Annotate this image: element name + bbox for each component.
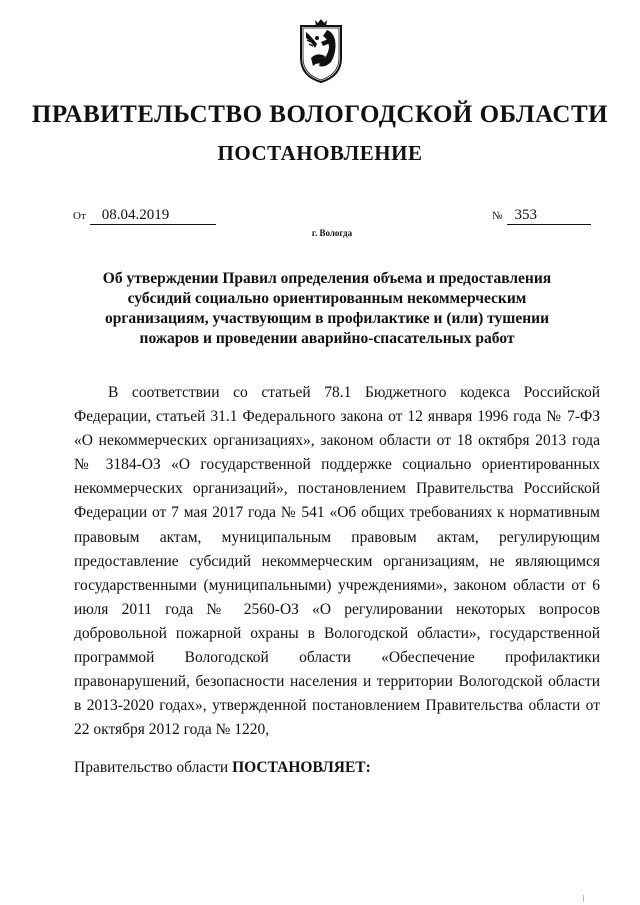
document-date: [73, 207, 216, 225]
closing-line: [74, 756, 600, 780]
number-value: 353: [507, 207, 591, 225]
closing-prefix: Правительство области: [74, 759, 229, 776]
number-prefix: №: [492, 210, 503, 222]
body-paragraph: В соответствии со статьей 78.1 Бюджетного кодекса Российской Федерации, статьей 31.1 Федерального закона от 12 января 1996 года № 7-ФЗ «О некоммерческих организациях», законом области от 18 октября 2013 года № 3184-ОЗ «О государственной поддержке социально ориентированных некоммерческих организаций», постановлением Правительства Российской Федерации от 7 мая 2017 года № 541 «Об общих требованиях к нормативным правовым актам, муниципальным правовым актам, регулирующим предоставление субсидий некоммерческим организациям, не являющимся государственными (муниципальными) учреждениями», законом области от 6 июля 2011 года № 2560-ОЗ «О регулировании некоторых вопросов добровольной пожарной охраны в Вологодской области», государственной программой Вологодской области «Обеспечение профилактики правонарушений, безопасности населения и территории Вологодской области в 2013-2020 годах», утвержденной постановлением Правительства области от 22 октября 2012 года № 1220,: [74, 384, 600, 739]
document-type: ПОСТАНОВЛЕНИЕ: [217, 141, 423, 165]
vologda-coat-of-arms-icon: [297, 18, 345, 84]
closing-bold: ПОСТАНОВЛЯЕТ:: [232, 759, 371, 776]
date-value: 08.04.2019: [90, 207, 216, 225]
city-label: г. Вологда: [311, 228, 353, 238]
document-number: [492, 207, 591, 225]
organization-title: ПРАВИТЕЛЬСТВО ВОЛОГОДСКОЙ ОБЛАСТИ: [31, 101, 609, 128]
document-subject: Об утверждении Правил определения объема и предоставления субсидий социально ориентированным некоммерческим организациям, участвующим в профилактике и (или) тушении пожаров и проведении аварийно-спасательных работ: [102, 270, 552, 347]
date-prefix: От: [73, 210, 86, 222]
scan-mark: [583, 895, 584, 902]
